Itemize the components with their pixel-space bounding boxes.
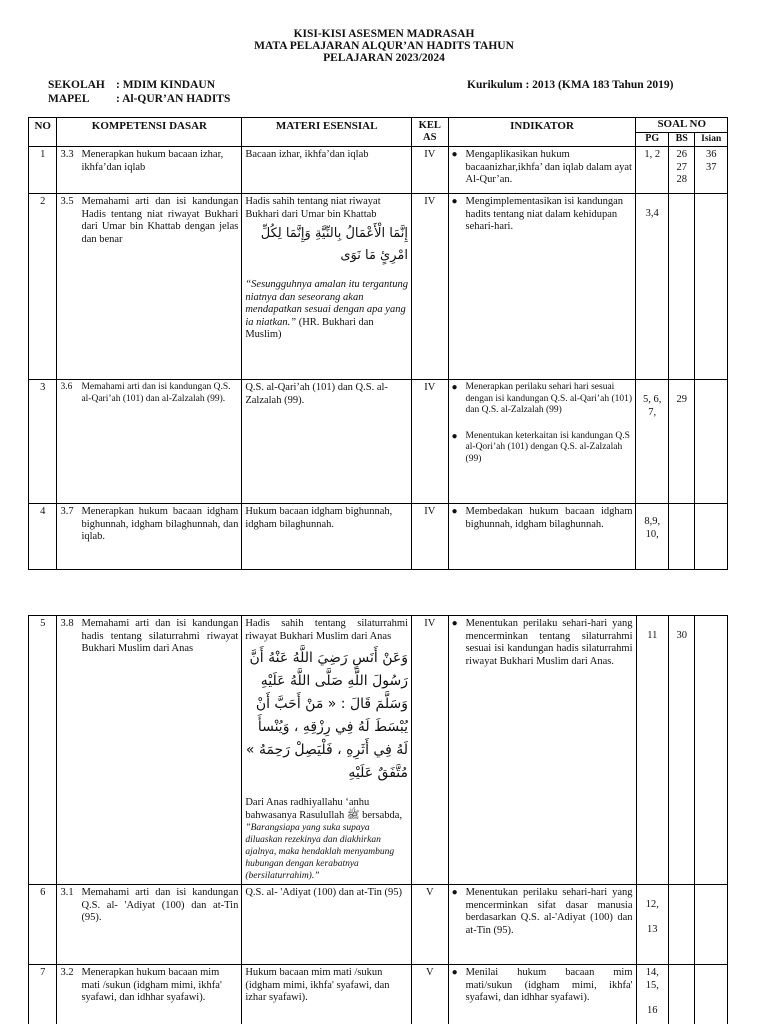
indikator-text: Menerapkan perilaku sehari hari sesuai dengan isi kandungan Q.S. al-Qari’ah (101) dan Q.S. al-Zalzalah (99): [465, 382, 633, 415]
kd-number: 3.5: [60, 196, 74, 207]
meta-mapel: [48, 93, 230, 106]
table-row: [29, 504, 728, 570]
materi-text: Hadis sahih tentang silaturrahmi riwayat Bukhari Muslim dari Anas: [245, 618, 408, 642]
row-kelas: V: [412, 885, 449, 965]
meta-sekolah-label: SEKOLAH: [48, 79, 105, 91]
bullet-icon: ●: [451, 887, 458, 898]
row-bs: [669, 885, 695, 965]
row-indikator: [448, 147, 636, 194]
row-materi: [242, 194, 412, 380]
materi-arabic: وَعَنْ أَنَسٍ رَضِيَ اللَّهُ عَنْهُ أَنَّ رَسُولَ اللَّهِ صَلَّى اللَّهُ عَلَيْهِ وَسَلَّمَ قَالَ : « مَنْ أَحَبَّ أَنْ يُبْسَطَ لَهُ فِي رِزْقِهِ ، وَيُنْسأَ لَهُ فِي أَثَرِهِ ، فَلْيَصِلْ رَحِمَهُ » مُتَّفَقٌ عَلَيْهِ: [245, 650, 408, 781]
col-header-soal-no: SOAL NO: [636, 118, 728, 133]
bullet-icon: ●: [451, 149, 458, 160]
row-materi: Hukum bacaan idgham bighunnah, idgham bilaghunnah.: [242, 504, 412, 570]
kd-number: 3.2: [60, 967, 74, 978]
row-isian: [695, 616, 728, 885]
row-bs: [668, 194, 694, 380]
doc-title-line3: PELAJARAN 2023/2024: [323, 52, 445, 64]
row-kd: [57, 380, 242, 504]
bullet-icon: ●: [451, 196, 458, 207]
kd-text: Menerapkan hukum bacaan izhar, ikhfa’dan iqlab: [81, 149, 224, 173]
materi-source: (HR. Bukhari dan Muslim): [245, 316, 374, 340]
indikator-text: Menentukan perilaku sehari-hari yang mencerminkan sifat dasar manusia berdasarkan Q.S. al-'Adiyat (100) dan at-Tin (95).: [465, 887, 633, 936]
row-kd: [57, 147, 242, 194]
row-pg: 5, 6, 7,: [636, 380, 669, 504]
materi-quote: “Sesungguhnya amalan itu tergantung niatnya dan seseorang akan mendapatkan sesuai dengan apa yang ia niatkan.”: [245, 279, 408, 328]
bullet-icon: ●: [451, 382, 458, 393]
kd-text: Menerapkan hukum bacaan idgham bighunnah, idgham bilaghunnah, dan iqlab.: [81, 506, 239, 542]
kd-text: Menerapkan hukum bacaan mim mati /sukun (idgham mimi, ikhfa' syafawi, dan idhhar syafawi).: [81, 967, 222, 1003]
row-kd: [57, 194, 242, 380]
table-row: [29, 616, 728, 885]
col-header-isian: Isian: [695, 133, 728, 147]
bullet-icon: ●: [451, 430, 458, 442]
meta-kurikulum: Kurikulum : 2013 (KMA 183 Tahun 2019): [467, 79, 674, 91]
row-indikator: [448, 885, 636, 965]
row-pg: 14, 15, 16: [636, 965, 669, 1024]
row-kelas: V: [412, 965, 449, 1024]
col-header-pg: PG: [636, 133, 669, 147]
row-indikator: [448, 380, 636, 504]
kd-text: Memahami arti dan isi kandungan Q.S. al-Qari’ah (101) dan al-Zalzalah (99).: [81, 382, 231, 404]
bullet-icon: ●: [451, 618, 458, 629]
kd-number: 3.1: [60, 887, 74, 898]
col-header-kelas: KEL AS: [411, 118, 448, 147]
row-pg: 12, 13: [636, 885, 669, 965]
row-kd: [57, 885, 242, 965]
row-no: 3: [29, 380, 57, 504]
row-isian: [695, 965, 728, 1024]
row-no: 5: [29, 616, 57, 885]
indikator-text: Menentukan keterkaitan isi kandungan Q.S al-Qori’ah (101) dengan Q.S. al-Zalzalah (99): [465, 430, 630, 464]
bullet-icon: ●: [451, 506, 458, 517]
row-materi: Q.S. al-Qari’ah (101) dan Q.S. al-Zalzalah (99).: [242, 380, 412, 504]
doc-title-line1: KISI-KISI ASESMEN MADRASAH: [293, 28, 475, 40]
doc-title-line2: MATA PELAJARAN ALQUR’AN HADITS TAHUN: [254, 40, 514, 52]
row-no: 7: [29, 965, 57, 1024]
bullet-icon: ●: [451, 967, 458, 978]
row-isian: [695, 194, 728, 380]
row-isian: 36 37: [695, 147, 728, 194]
materi-arabic: إِنَّمَا الْأَعْمَالُ بِالنِّيَّةِ وَإِنَّمَا لِكُلِّ امْرِئٍ مَا نَوَى: [260, 226, 408, 263]
kd-text: Memahami arti dan isi kandungan Q.S. al- 'Adiyat (100) dan at-Tin (95).: [81, 887, 239, 923]
meta-sekolah: [48, 79, 215, 92]
row-no: 1: [29, 147, 57, 194]
kd-text: Memahami arti dan isi kandungan hadis tentang silaturrahmi riwayat Bukhari Muslim dari Anas: [81, 618, 239, 654]
row-isian: [695, 380, 728, 504]
row-indikator: [448, 504, 636, 570]
table-row: [29, 885, 728, 965]
row-bs: [668, 504, 694, 570]
indikator-text: Menentukan perilaku sehari-hari yang mencerminkan tentang silaturrahmi sesuai isi kandungan hadis silaturrahmi riwayat Bukhari Muslim dari Anas.: [465, 618, 633, 667]
indikator-text: Menilai hukum bacaan mim mati/sukun (idgham mimi, ikhfa' syafawi, dan idhhar syafawi).: [465, 967, 633, 1003]
row-bs: 30: [669, 616, 695, 885]
indikator-text: Membedakan hukum bacaan idgham bighunnah, idgham bilaghunnah.: [465, 506, 633, 530]
kd-number: 3.8: [60, 618, 74, 629]
row-materi: Hukum bacaan mim mati /sukun (idgham mimi, ikhfa' syafawi, dan izhar syafawi).: [242, 965, 412, 1024]
row-kd: [57, 965, 242, 1024]
kisi-table-2: [28, 615, 728, 1024]
row-kd: [57, 616, 242, 885]
row-no: 6: [29, 885, 57, 965]
col-header-materi: MATERI ESENSIAL: [242, 118, 412, 147]
col-header-indikator: INDIKATOR: [448, 118, 636, 147]
col-header-kd: KOMPETENSI DASAR: [57, 118, 242, 147]
indikator-text: Mengimplementasikan isi kandungan hadits tentang niat dalam kehidupan sehari-hari.: [465, 196, 624, 232]
col-header-bs: BS: [668, 133, 694, 147]
row-bs: 29: [668, 380, 694, 504]
row-pg: 3,4: [636, 194, 669, 380]
row-isian: [695, 504, 728, 570]
meta-mapel-value: : Al-QUR’AN HADITS: [116, 93, 231, 105]
table-row: [29, 194, 728, 380]
materi-translation: Dari Anas radhiyallahu ‘anhu bahwasanya Rasulullah ﷺ bersabda,: [245, 797, 403, 821]
kd-number: 3.3: [60, 149, 74, 160]
row-kelas: IV: [411, 504, 448, 570]
table-row: [29, 380, 728, 504]
row-materi: Bacaan izhar, ikhfa’dan iqlab: [242, 147, 412, 194]
row-kelas: IV: [411, 147, 448, 194]
row-pg: 8,9, 10,: [636, 504, 669, 570]
row-kelas: IV: [411, 194, 448, 380]
row-no: 4: [29, 504, 57, 570]
row-pg: 11: [636, 616, 669, 885]
row-materi: [242, 616, 412, 885]
row-kelas: IV: [411, 380, 448, 504]
kd-number: 3.7: [60, 506, 74, 517]
kd-number: 3.6: [60, 382, 73, 392]
row-bs: [669, 965, 695, 1024]
row-kelas: IV: [412, 616, 449, 885]
row-pg: 1, 2: [636, 147, 669, 194]
row-indikator: [448, 616, 636, 885]
kisi-table-1: [28, 117, 728, 570]
row-indikator: [448, 194, 636, 380]
materi-text: Hadis sahih tentang niat riwayat Bukhari dari Umar bin Khattab: [245, 196, 381, 220]
materi-quote: ”Barangsiapa yang suka supaya diluaskan rezekinya dan diakhirkan ajalnya, maka hendaklah menyambung hubungan dengan kerabatnya (bersilaturrahim).”: [245, 823, 395, 881]
row-materi: Q.S. al- 'Adiyat (100) dan at-Tin (95): [242, 885, 412, 965]
row-bs: 26 27 28: [668, 147, 694, 194]
row-no: 2: [29, 194, 57, 380]
table-row: [29, 965, 728, 1024]
meta-sekolah-value: : MDIM KINDAUN: [116, 79, 216, 91]
row-isian: [695, 885, 728, 965]
indikator-text: Mengaplikasikan hukum bacaanizhar,ikhfa’ dan iqlab dalam ayat Al-Qur’an.: [465, 149, 632, 185]
col-header-no: NO: [29, 118, 57, 147]
meta-mapel-label: MAPEL: [48, 93, 90, 105]
row-indikator: [448, 965, 636, 1024]
kd-text: Memahami arti dan isi kandungan Hadis tentang niat riwayat Bukhari dari Umar bin Khattab dengan jelas dan benar: [81, 196, 239, 245]
row-kd: [57, 504, 242, 570]
table-row: [29, 147, 728, 194]
